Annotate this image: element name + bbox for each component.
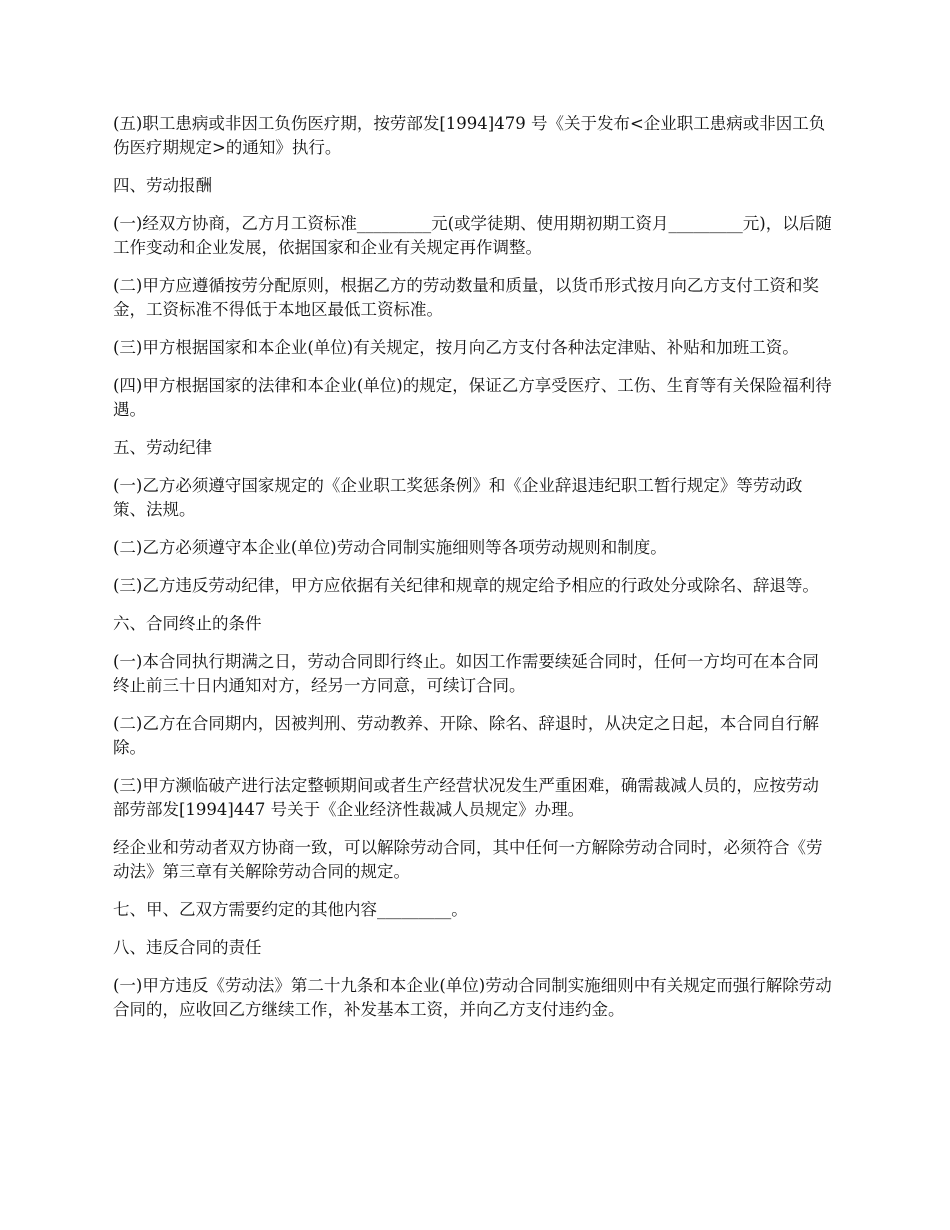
clause-4-3-allowances: (三)甲方根据国家和本企业(单位)有关规定，按月向乙方支付各种法定津贴、补贴和加班工资。 — [113, 338, 799, 357]
clause-5-2-rules: (二)乙方必须遵守本企业(单位)劳动合同制实施细则等各项劳动规则和制度。 — [113, 538, 667, 557]
section-heading-4-remuneration: 四、劳动报酬 — [113, 176, 212, 195]
section-heading-5-discipline: 五、劳动纪律 — [113, 438, 212, 457]
section-heading-6-termination: 六、合同终止的条件 — [113, 614, 262, 633]
clause-5-1-regulations: (一)乙方必须遵守国家规定的《企业职工奖惩条例》和《企业辞退违纪职工暂行规定》等劳动政策、法规。 — [113, 476, 803, 519]
clause-5-3-violation: (三)乙方违反劳动纪律，甲方应依据有关纪律和规章的规定给予相应的行政处分或除名、辞退等。 — [113, 576, 819, 595]
clause-4-1-wage-standard: (一)经双方协商，乙方月工资标准_________元(或学徒期、使用期初期工资月_________元)，以后随工作变动和企业发展，依据国家和企业有关规定再作调整。 — [113, 214, 832, 257]
document-body — [113, 112, 835, 1036]
clause-5-medical-period: (五)职工患病或非因工负伤医疗期，按劳部发[1994]479 号《关于发布<企业职工患病或非因工负伤医疗期规定>的通知》执行。 — [113, 114, 826, 157]
clause-6-1-expiry: (一)本合同执行期满之日，劳动合同即行终止。如因工作需要续延合同时，任何一方均可在本合同终止前三十日内通知对方，经另一方同意，可续订合同。 — [113, 652, 819, 695]
section-heading-8-liability: 八、违反合同的责任 — [113, 938, 262, 957]
paragraph-mutual-termination: 经企业和劳动者双方协商一致，可以解除劳动合同，其中任何一方解除劳动合同时，必须符合《劳动法》第三章有关解除劳动合同的规定。 — [113, 838, 823, 881]
clause-6-2-dismissal: (二)乙方在合同期内，因被判刑、劳动教养、开除、除名、辞退时，从决定之日起，本合同自行解除。 — [113, 714, 819, 757]
section-heading-7-other-terms: 七、甲、乙双方需要约定的其他内容_________。 — [113, 900, 468, 919]
clause-6-3-bankruptcy: (三)甲方濒临破产进行法定整顿期间或者生产经营状况发生严重困难，确需裁减人员的，应按劳动部劳部发[1994]447 号关于《企业经济性裁减人员规定》办理。 — [113, 776, 819, 819]
clause-8-1-employer-breach: (一)甲方违反《劳动法》第二十九条和本企业(单位)劳动合同制实施细则中有关规定而强行解除劳动合同的，应收回乙方继续工作，补发基本工资，并向乙方支付违约金。 — [113, 976, 832, 1019]
clause-4-2-distribution: (二)甲方应遵循按劳分配原则，根据乙方的劳动数量和质量，以货币形式按月向乙方支付工资和奖金，工资标准不得低于本地区最低工资标准。 — [113, 276, 819, 319]
clause-4-4-insurance: (四)甲方根据国家的法律和本企业(单位)的规定，保证乙方享受医疗、工伤、生育等有关保险福利待遇。 — [113, 376, 832, 419]
